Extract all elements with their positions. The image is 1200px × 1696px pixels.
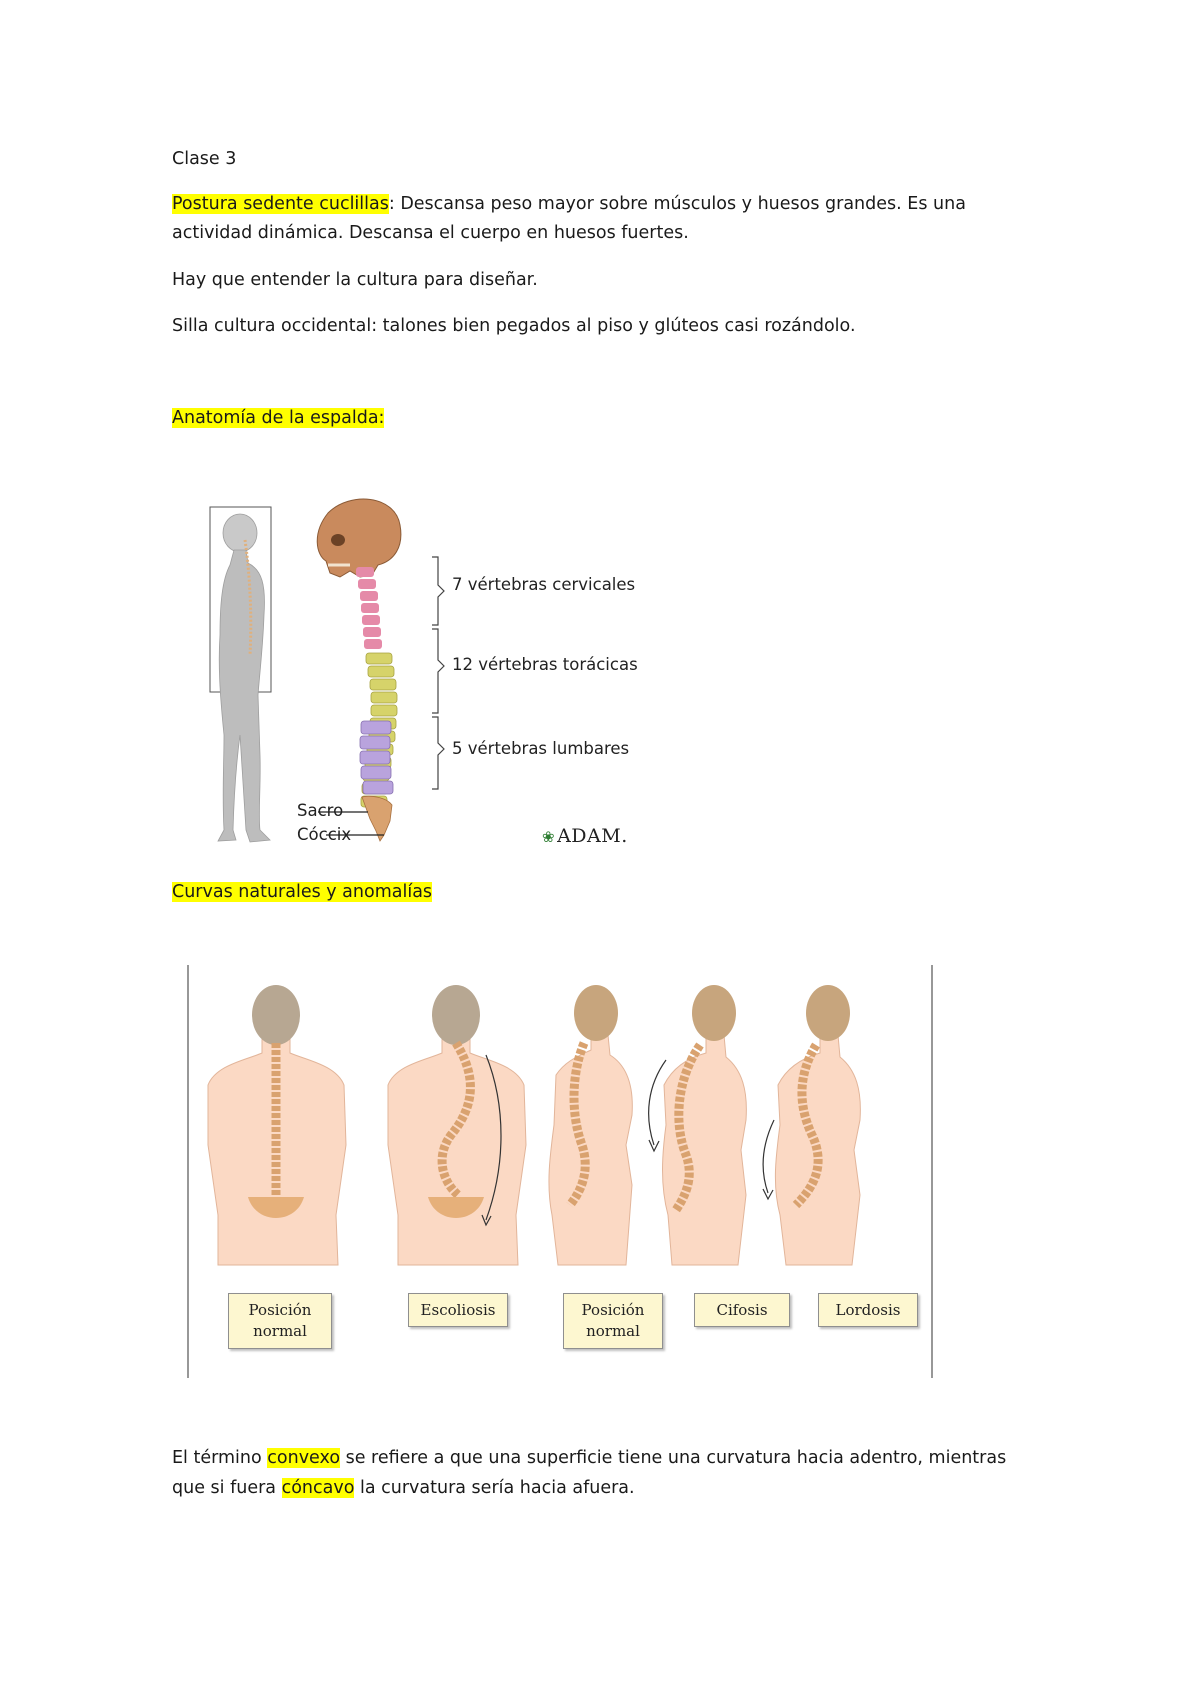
spine-anatomy-illustration bbox=[200, 495, 660, 870]
paragraph-convexo-line1 bbox=[172, 1446, 1006, 1470]
highlight-convexo: convexo bbox=[267, 1448, 341, 1468]
caption-escoliosis: Escoliosis bbox=[408, 1293, 508, 1327]
label-cervical: 7 vértebras cervicales bbox=[452, 575, 636, 594]
back-normal-figure bbox=[208, 985, 346, 1265]
lumbar-vertebra bbox=[361, 766, 391, 779]
cervical-bracket bbox=[432, 557, 444, 625]
lumbar-vertebra bbox=[363, 781, 393, 794]
paragraph-convexo-line2 bbox=[172, 1476, 635, 1500]
skull-icon bbox=[317, 499, 401, 577]
page-title: Clase 3 bbox=[172, 149, 237, 169]
paragraph-convexo-text1: El término bbox=[172, 1448, 268, 1468]
lumbar-vertebra bbox=[360, 736, 390, 749]
paragraph-concavo-text1: que si fuera bbox=[172, 1478, 282, 1498]
lumbar-vertebra bbox=[360, 751, 390, 764]
spine-curves-figure bbox=[186, 965, 934, 1380]
side-lordosis-figure bbox=[763, 985, 860, 1265]
paragraph-convexo-text2: se refiere a que una superficie tiene una curvatura hacia adentro, mientras bbox=[340, 1448, 1007, 1468]
highlight-curvas: Curvas naturales y anomalías bbox=[172, 882, 433, 902]
lumbar-vertebrae-blocks bbox=[360, 721, 393, 841]
paragraph-postura-line1 bbox=[172, 192, 966, 216]
caption-cifosis: Cifosis bbox=[694, 1293, 790, 1327]
thoracic-bracket bbox=[432, 629, 444, 713]
spine-anatomy-figure bbox=[200, 495, 660, 870]
side-kyphosis-figure bbox=[649, 985, 747, 1265]
highlight-concavo: cóncavo bbox=[281, 1478, 355, 1498]
highlight-postura: Postura sedente cuclillas bbox=[172, 194, 389, 214]
adam-logo-text: ADAM. bbox=[557, 825, 628, 847]
paragraph-concavo-text2: la curvatura sería hacia afuera. bbox=[354, 1478, 635, 1498]
section-heading-anatomia bbox=[172, 406, 384, 430]
label-coccyx: Cóccix bbox=[297, 825, 352, 844]
paragraph-postura-line2: actividad dinámica. Descansa el cuerpo en huesos fuertes. bbox=[172, 223, 689, 243]
label-thoracic: 12 vértebras torácicas bbox=[452, 655, 638, 674]
cervical-vertebrae bbox=[356, 567, 382, 649]
leaf-icon: ❀ bbox=[542, 828, 556, 846]
caption-posicion-normal-2: Posición normal bbox=[563, 1293, 663, 1349]
section-heading-curvas bbox=[172, 880, 432, 904]
paragraph-silla: Silla cultura occidental: talones bien pegados al piso y glúteos casi rozándolo. bbox=[172, 316, 856, 336]
sacrum-coccyx-bone bbox=[362, 796, 392, 841]
paragraph-postura-text: : Descansa peso mayor sobre músculos y huesos grandes. Es una bbox=[388, 194, 966, 214]
highlight-anatomia: Anatomía de la espalda: bbox=[172, 408, 385, 428]
label-lumbar: 5 vértebras lumbares bbox=[452, 739, 630, 758]
adam-logo bbox=[542, 825, 628, 847]
lumbar-vertebra bbox=[361, 721, 391, 734]
label-sacrum: Sacro bbox=[297, 801, 344, 820]
paragraph-cultura: Hay que entender la cultura para diseñar. bbox=[172, 270, 538, 290]
lumbar-bracket bbox=[432, 717, 444, 789]
human-body-silhouette bbox=[218, 514, 270, 842]
caption-posicion-normal-1: Posición normal bbox=[228, 1293, 332, 1349]
back-scoliosis-figure bbox=[388, 985, 526, 1265]
side-normal-figure bbox=[549, 985, 632, 1265]
caption-lordosis: Lordosis bbox=[818, 1293, 918, 1327]
